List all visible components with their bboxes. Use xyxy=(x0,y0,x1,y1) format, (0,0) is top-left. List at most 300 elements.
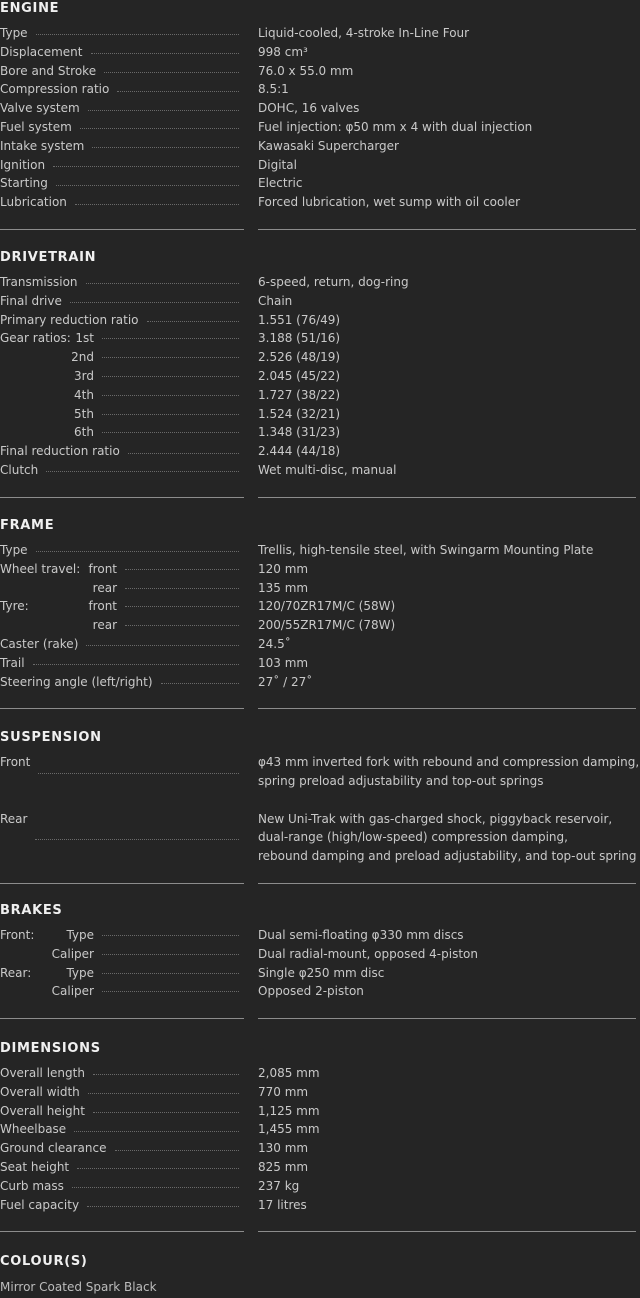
spec-value-line: 1.727 (38/22) xyxy=(258,387,341,402)
spec-value xyxy=(258,348,640,367)
spec-value-line: 120/70ZR17M/C (58W) xyxy=(258,599,396,614)
dotted-leader xyxy=(102,375,239,377)
spec-value xyxy=(258,174,640,193)
divider-left xyxy=(0,708,244,709)
spec-value-line: Dual radial-mount, opposed 4-piston xyxy=(258,946,478,961)
spec-label xyxy=(0,174,242,193)
spec-row xyxy=(0,1102,640,1121)
spec-label xyxy=(0,654,242,673)
spec-label xyxy=(0,348,242,367)
spec-value-line: rebound damping and preload adjustability, and top-out spring xyxy=(258,849,637,864)
spec-label-text: Trail xyxy=(0,655,25,670)
spec-value xyxy=(258,560,640,579)
dotted-leader xyxy=(91,52,240,54)
dotted-leader xyxy=(86,644,239,646)
spec-row xyxy=(0,43,640,62)
spec-label-text: Tyre: xyxy=(0,599,29,614)
spec-value-line: spring preload adjustability and top-out springs xyxy=(258,773,544,788)
spec-value-line: Fuel injection: φ50 mm x 4 with dual injection xyxy=(258,119,533,134)
spec-value xyxy=(258,1102,640,1121)
spec-label-text: Overall width xyxy=(0,1084,80,1099)
spec-value xyxy=(258,635,640,654)
spec-row xyxy=(0,579,640,598)
spec-value-line: 1.551 (76/49) xyxy=(258,312,341,327)
spec-value-line: New Uni-Trak with gas-charged shock, piggyback reservoir, xyxy=(258,811,613,826)
spec-value-line: Dual semi-floating φ330 mm discs xyxy=(258,928,464,942)
spec-label-text: Type xyxy=(0,543,28,557)
spec-value xyxy=(258,423,640,442)
spec-label xyxy=(0,945,242,964)
spec-row xyxy=(0,753,640,791)
spec-row xyxy=(0,1139,640,1158)
spec-value-line: dual-range (high/low-speed) compression damping, xyxy=(258,830,568,845)
spec-label-text: Front: xyxy=(0,928,35,942)
spec-label xyxy=(0,579,242,598)
divider-right xyxy=(258,708,636,709)
spec-value-line: Wet multi-disc, manual xyxy=(258,462,397,477)
spec-row xyxy=(0,1158,640,1177)
spec-row xyxy=(0,62,640,81)
spec-label-text: Curb mass xyxy=(0,1178,64,1193)
spec-label-text: Intake system xyxy=(0,138,85,153)
spec-value-line: Digital xyxy=(258,157,297,172)
spec-value-line: 130 mm xyxy=(258,1141,309,1156)
spec-row xyxy=(0,616,640,635)
spec-label-text: Gear ratios: xyxy=(0,331,71,346)
spec-value-line: 2.444 (44/18) xyxy=(258,444,341,459)
spec-row xyxy=(0,273,640,292)
dotted-leader xyxy=(161,682,239,684)
spec-row xyxy=(0,386,640,405)
spec-label-text: Valve system xyxy=(0,101,80,116)
spec-label xyxy=(0,1083,242,1102)
spec-label xyxy=(0,560,242,579)
spec-row xyxy=(0,560,640,579)
spec-rows xyxy=(0,541,640,691)
spec-label xyxy=(0,311,242,330)
spec-label-text: Steering angle (left/right) xyxy=(0,674,153,689)
dotted-leader xyxy=(147,320,239,322)
spec-label-text: Primary reduction ratio xyxy=(0,312,139,327)
divider-right xyxy=(258,497,636,498)
spec-label-text: Ground clearance xyxy=(0,1141,107,1156)
dotted-leader xyxy=(93,1073,239,1075)
dotted-leader xyxy=(125,568,239,570)
spec-rows xyxy=(0,753,640,866)
dotted-leader xyxy=(74,1130,239,1132)
spec-label xyxy=(0,982,242,1001)
dotted-leader xyxy=(125,624,239,626)
divider-right xyxy=(258,1231,636,1232)
dotted-leader xyxy=(125,605,239,607)
spec-row xyxy=(0,945,640,964)
dotted-leader xyxy=(53,165,239,167)
dotted-leader xyxy=(88,109,239,111)
spec-label xyxy=(0,156,242,175)
spec-value xyxy=(258,753,640,791)
spec-value-line: 27˚ / 27˚ xyxy=(258,674,313,689)
spec-value-line: Chain xyxy=(258,293,293,308)
spec-label-text: Starting xyxy=(0,176,48,191)
section-heading: DIMENSIONS xyxy=(0,1041,101,1056)
spec-label xyxy=(0,753,242,791)
spec-sublabel-text: 2nd xyxy=(71,350,94,365)
spec-sublabel-text: Caliper xyxy=(51,946,94,961)
spec-label xyxy=(0,1177,242,1196)
spec-value-line: φ43 mm inverted fork with rebound and compression damping, xyxy=(258,755,640,769)
spec-value-line: 998 cm³ xyxy=(258,44,308,59)
spec-value-line: 1.524 (32/21) xyxy=(258,406,341,421)
spec-value-line: 6-speed, return, dog-ring xyxy=(258,275,409,289)
spec-label-text: Front xyxy=(0,755,31,769)
dotted-leader xyxy=(88,1092,239,1094)
spec-label xyxy=(0,1064,242,1083)
spec-label xyxy=(0,964,242,983)
spec-value xyxy=(258,405,640,424)
section-heading: COLOUR(S) xyxy=(0,1254,88,1269)
spec-value-line: 8.5:1 xyxy=(258,82,289,97)
spec-value-line: Opposed 2-piston xyxy=(258,984,364,999)
section-divider xyxy=(0,1231,640,1232)
spec-row xyxy=(0,99,640,118)
spec-row xyxy=(0,810,640,866)
spec-section-brakes xyxy=(0,902,640,1019)
spec-label-text: Overall height xyxy=(0,1103,85,1118)
spec-section-suspension xyxy=(0,729,640,884)
spec-sublabel-text: Type xyxy=(66,928,94,942)
dotted-leader xyxy=(102,413,239,415)
dotted-leader xyxy=(102,953,239,955)
dotted-leader xyxy=(102,356,239,358)
spec-label xyxy=(0,423,242,442)
section-divider xyxy=(0,229,640,230)
spec-row xyxy=(0,174,640,193)
spec-value-line: 103 mm xyxy=(258,655,309,670)
spec-value-line: Forced lubrication, wet sump with oil cooler xyxy=(258,195,521,210)
spec-section-engine xyxy=(0,0,640,230)
spec-value xyxy=(258,964,640,983)
spec-row xyxy=(0,156,640,175)
dotted-leader xyxy=(92,146,239,148)
dotted-leader xyxy=(128,452,239,454)
spec-value xyxy=(258,597,640,616)
spec-row xyxy=(0,1120,640,1139)
spec-label xyxy=(0,810,242,866)
spec-row xyxy=(0,926,640,945)
dotted-leader xyxy=(104,71,239,73)
spec-label-text: Rear: xyxy=(0,965,32,980)
spec-value xyxy=(258,673,640,692)
dotted-leader xyxy=(36,33,239,35)
dotted-leader xyxy=(102,394,239,396)
spec-label-text: Wheel travel: xyxy=(0,561,81,576)
spec-section-colours xyxy=(0,1253,157,1297)
spec-label-text: Final reduction ratio xyxy=(0,444,120,459)
spec-row xyxy=(0,1196,640,1215)
section-heading: BRAKES xyxy=(0,903,63,918)
divider-right xyxy=(258,1018,636,1019)
spec-value xyxy=(258,442,640,461)
spec-label xyxy=(0,273,242,292)
spec-row xyxy=(0,80,640,99)
spec-row xyxy=(0,405,640,424)
spec-sublabel-text: rear xyxy=(92,580,117,595)
spec-value xyxy=(258,982,640,1001)
spec-row xyxy=(0,673,640,692)
section-divider xyxy=(0,883,640,884)
spec-value xyxy=(258,367,640,386)
spec-value xyxy=(258,579,640,598)
spec-sublabel-text: 6th xyxy=(74,425,94,440)
spec-row xyxy=(0,423,640,442)
spec-label-text: Fuel system xyxy=(0,119,72,134)
spec-value xyxy=(258,541,640,560)
spec-row xyxy=(0,311,640,330)
spec-row xyxy=(0,1083,640,1102)
spec-value-line: 1,125 mm xyxy=(258,1103,320,1118)
spec-value-line: Electric xyxy=(258,176,303,191)
section-heading: DRIVETRAIN xyxy=(0,250,97,265)
spec-label xyxy=(0,1120,242,1139)
spec-value xyxy=(258,43,640,62)
spec-label-text: Wheelbase xyxy=(0,1122,67,1137)
divider-left xyxy=(0,229,244,230)
spec-row xyxy=(0,1064,640,1083)
spec-value xyxy=(258,810,640,866)
spec-label-text: Rear xyxy=(0,811,28,826)
dotted-leader xyxy=(93,1111,239,1113)
spec-sublabel-text: front xyxy=(88,599,117,614)
dotted-leader xyxy=(33,663,239,665)
spec-label xyxy=(0,137,242,156)
dotted-leader xyxy=(87,1205,239,1207)
spec-value-line: Kawasaki Supercharger xyxy=(258,138,399,153)
dotted-leader xyxy=(102,972,239,974)
divider-left xyxy=(0,883,244,884)
dotted-leader xyxy=(125,587,239,589)
divider-left xyxy=(0,1018,244,1019)
spec-value xyxy=(258,1196,640,1215)
spec-value xyxy=(258,1139,640,1158)
spec-value xyxy=(258,80,640,99)
spec-label-text: Lubrication xyxy=(0,195,67,210)
spec-label xyxy=(0,405,242,424)
spec-value xyxy=(258,156,640,175)
dotted-leader xyxy=(72,1186,239,1188)
spec-value xyxy=(258,137,640,156)
dotted-leader xyxy=(86,282,239,284)
spec-value xyxy=(258,1158,640,1177)
spec-value xyxy=(258,1120,640,1139)
spec-value-line: 825 mm xyxy=(258,1159,309,1174)
spec-sublabel-text: Caliper xyxy=(51,984,94,999)
spec-sublabel-text: front xyxy=(88,561,117,576)
spec-value xyxy=(258,118,640,137)
spec-label-text: Clutch xyxy=(0,462,39,477)
spec-value-line: 2.045 (45/22) xyxy=(258,368,341,383)
spec-value xyxy=(258,273,640,292)
section-divider xyxy=(0,497,640,498)
spec-value xyxy=(258,1177,640,1196)
dotted-leader xyxy=(102,934,239,936)
spec-label-text: Overall length xyxy=(0,1066,85,1080)
spec-rows xyxy=(0,273,640,480)
section-heading: ENGINE xyxy=(0,1,60,16)
spec-row xyxy=(0,982,640,1001)
spec-row xyxy=(0,193,640,212)
dotted-leader xyxy=(56,184,239,186)
spec-row xyxy=(0,367,640,386)
dotted-leader xyxy=(102,337,239,339)
spec-value-line: 200/55ZR17M/C (78W) xyxy=(258,618,396,633)
dotted-leader xyxy=(77,1167,239,1169)
spec-value xyxy=(258,1064,640,1083)
dotted-leader xyxy=(35,838,239,840)
spec-sublabel-text: rear xyxy=(92,618,117,633)
spec-row xyxy=(0,461,640,480)
spec-value xyxy=(258,311,640,330)
spec-value-line: 2,085 mm xyxy=(258,1066,320,1080)
spec-sublabel-text: Type xyxy=(66,965,94,980)
spec-value xyxy=(258,616,640,635)
spec-value-line: 120 mm xyxy=(258,561,309,576)
spec-label xyxy=(0,461,242,480)
spec-value xyxy=(258,193,640,212)
spec-value xyxy=(258,24,640,43)
spec-row xyxy=(0,329,640,348)
spec-value-line: Liquid-cooled, 4-stroke In-Line Four xyxy=(258,26,470,40)
spec-value-line: 237 kg xyxy=(258,1178,300,1193)
spec-label xyxy=(0,926,242,945)
spec-rows xyxy=(0,24,640,212)
spec-value-line: 770 mm xyxy=(258,1084,309,1099)
spec-label xyxy=(0,616,242,635)
divider-right xyxy=(258,883,636,884)
spec-section-frame xyxy=(0,517,640,709)
spec-value-line: 135 mm xyxy=(258,580,309,595)
spec-sublabel-text: 3rd xyxy=(74,368,94,383)
spec-row xyxy=(0,1177,640,1196)
dotted-leader xyxy=(46,470,239,472)
spec-value-line: 76.0 x 55.0 mm xyxy=(258,63,354,78)
spec-sublabel-text: 1st xyxy=(75,331,94,346)
spec-row xyxy=(0,964,640,983)
spec-label xyxy=(0,1102,242,1121)
spec-section-drivetrain xyxy=(0,249,640,498)
spec-row xyxy=(0,292,640,311)
spec-value-line: 24.5˚ xyxy=(258,636,291,651)
spec-row xyxy=(0,635,640,654)
section-divider xyxy=(0,708,640,709)
spec-label-text: Transmission xyxy=(0,275,78,289)
spec-row xyxy=(0,541,640,560)
divider-left xyxy=(0,497,244,498)
spec-value-line: 2.526 (48/19) xyxy=(258,350,341,365)
spec-value xyxy=(258,945,640,964)
section-heading: SUSPENSION xyxy=(0,730,102,745)
spec-rows xyxy=(0,1064,640,1214)
spec-section-dimensions xyxy=(0,1040,640,1232)
colour-name: Mirror Coated Spark Black xyxy=(0,1280,157,1294)
spec-label-text: Caster (rake) xyxy=(0,636,79,651)
spec-value xyxy=(258,62,640,81)
spec-label xyxy=(0,367,242,386)
spec-value xyxy=(258,329,640,348)
spec-label-text: Bore and Stroke xyxy=(0,63,97,78)
spec-value xyxy=(258,1083,640,1102)
spec-label xyxy=(0,292,242,311)
spec-label xyxy=(0,62,242,81)
spec-label xyxy=(0,597,242,616)
spec-label xyxy=(0,1158,242,1177)
spec-sublabel-text: 5th xyxy=(74,406,94,421)
spec-label xyxy=(0,386,242,405)
dotted-leader xyxy=(102,990,239,992)
dotted-leader xyxy=(115,1149,240,1151)
dotted-leader xyxy=(117,90,239,92)
spec-value-line: 17 litres xyxy=(258,1197,307,1212)
row-gap xyxy=(0,791,640,810)
divider-right xyxy=(258,229,636,230)
spec-label xyxy=(0,635,242,654)
spec-row xyxy=(0,137,640,156)
spec-label xyxy=(0,541,242,560)
spec-row xyxy=(0,348,640,367)
spec-label-text: Final drive xyxy=(0,293,62,308)
spec-label xyxy=(0,80,242,99)
spec-label-text: Type xyxy=(0,26,28,40)
section-divider xyxy=(0,1018,640,1019)
spec-value xyxy=(258,99,640,118)
spec-label xyxy=(0,43,242,62)
spec-label xyxy=(0,673,242,692)
spec-value-line: 1,455 mm xyxy=(258,1122,320,1137)
spec-value xyxy=(258,292,640,311)
spec-row xyxy=(0,24,640,43)
spec-row xyxy=(0,118,640,137)
dotted-leader xyxy=(75,203,239,205)
dotted-leader xyxy=(36,550,239,552)
spec-label xyxy=(0,1196,242,1215)
spec-value xyxy=(258,926,640,945)
spec-label-text: Fuel capacity xyxy=(0,1197,80,1212)
spec-value xyxy=(258,461,640,480)
spec-value-line: Trellis, high-tensile steel, with Swingarm Mounting Plate xyxy=(258,543,594,557)
spec-label xyxy=(0,329,242,348)
divider-left xyxy=(0,1231,244,1232)
spec-rows xyxy=(0,926,640,1001)
spec-label-text: Displacement xyxy=(0,44,83,59)
dotted-leader xyxy=(102,431,239,433)
spec-row xyxy=(0,597,640,616)
dotted-leader xyxy=(70,301,239,303)
spec-row xyxy=(0,442,640,461)
spec-value-line: 3.188 (51/16) xyxy=(258,331,341,346)
spec-value xyxy=(258,654,640,673)
spec-label xyxy=(0,99,242,118)
section-heading: FRAME xyxy=(0,518,55,533)
spec-value xyxy=(258,386,640,405)
spec-label xyxy=(0,118,242,137)
spec-label xyxy=(0,24,242,43)
dotted-leader xyxy=(80,127,239,129)
dotted-leader xyxy=(38,772,239,774)
spec-row xyxy=(0,654,640,673)
spec-value-line: 1.348 (31/23) xyxy=(258,425,341,440)
spec-value-line: DOHC, 16 valves xyxy=(258,101,360,116)
spec-label-text: Compression ratio xyxy=(0,82,110,97)
spec-label xyxy=(0,1139,242,1158)
